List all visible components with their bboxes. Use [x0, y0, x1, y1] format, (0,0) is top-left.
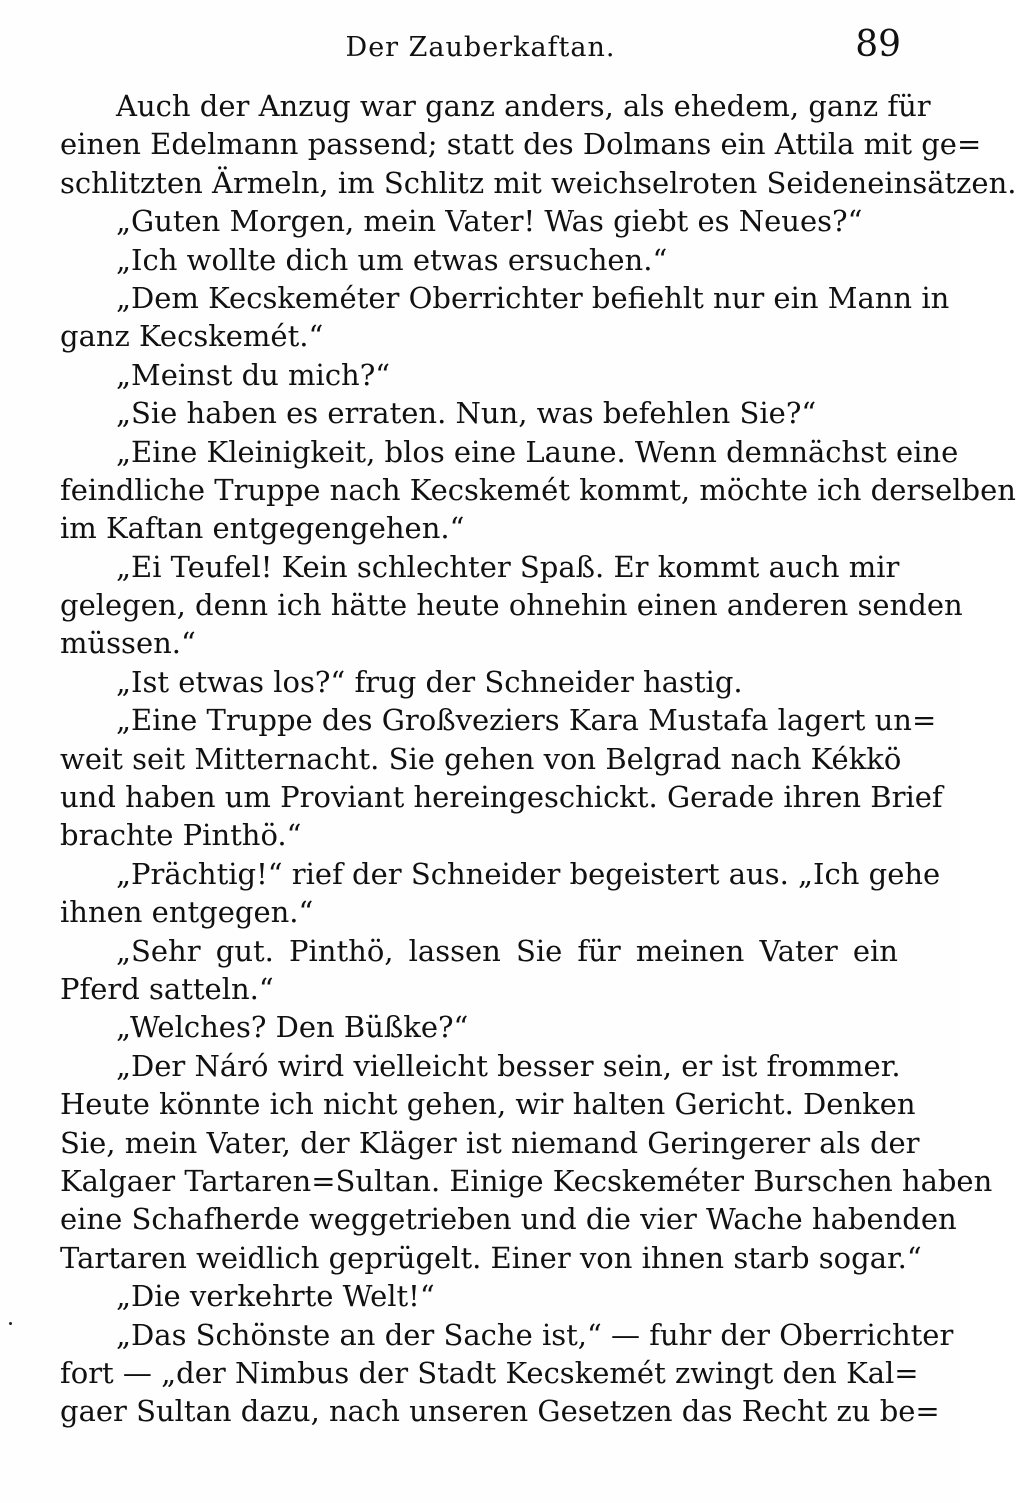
- text-line: Heute könnte ich nicht gehen, wir halten Gericht. Denken: [60, 1087, 916, 1122]
- text-line: und haben um Proviant hereingeschickt. Gerade ihren Brief: [60, 780, 943, 815]
- page-header: [60, 24, 901, 74]
- text-line: „Eine Truppe des Großveziers Kara Mustafa lagert un=: [116, 703, 937, 738]
- text-line: feindliche Truppe nach Kecskemét kommt, möchte ich derselben: [60, 472, 1016, 507]
- text-line: „Sehr gut. Pinthö, lassen Sie für meinen Vater ein: [116, 933, 898, 968]
- text-line: „Ei Teufel! Kein schlechter Spaß. Er kommt auch mir: [116, 549, 900, 584]
- text-line: im Kaftan entgegengehen.“: [60, 511, 465, 546]
- text-line: Kalgaer Tartaren=Sultan. Einige Kecskeméter Burschen haben: [60, 1163, 993, 1198]
- text-line: „Ich wollte dich um etwas ersuchen.“: [116, 242, 668, 277]
- text-line: gaer Sultan dazu, nach unseren Gesetzen das Recht zu be=: [60, 1394, 940, 1429]
- text-line: „Meinst du mich?“: [116, 357, 391, 392]
- text-line: Sie, mein Vater, der Kläger ist niemand Geringerer als der: [60, 1125, 920, 1160]
- scan-speck: [9, 1322, 12, 1325]
- text-line: „Das Schönste an der Sache ist,“ — fuhr der Oberrichter: [116, 1317, 954, 1352]
- text-line: „Eine Kleinigkeit, blos eine Laune. Wenn demnächst eine: [116, 434, 959, 469]
- text-line: ihnen entgegen.“: [60, 895, 314, 930]
- text-line: „Der Náró wird vielleicht besser sein, er ist frommer.: [116, 1048, 901, 1083]
- text-line: eine Schafherde weggetrieben und die vier Wache habenden: [60, 1202, 957, 1237]
- text-line: ganz Kecskemét.“: [60, 319, 324, 354]
- text-line: „Guten Morgen, mein Vater! Was giebt es Neues?“: [116, 204, 863, 239]
- page-number: 89: [855, 24, 901, 65]
- body-text: [60, 87, 1017, 1431]
- text-line: fort — „der Nimbus der Stadt Kecskemét zwingt den Kal=: [60, 1355, 919, 1390]
- text-line: schlitzten Ärmeln, im Schlitz mit weichselroten Seideneinsätzen.: [60, 165, 1017, 200]
- text-line: weit seit Mitternacht. Sie gehen von Belgrad nach Kékkö: [60, 741, 902, 776]
- text-line: „Die verkehrte Welt!“: [116, 1279, 435, 1314]
- text-line: einen Edelmann passend; statt des Dolmans ein Attila mit ge=: [60, 127, 982, 162]
- running-title: Der Zauberkaftan.: [345, 32, 616, 63]
- text-line: müssen.“: [60, 626, 196, 661]
- text-line: „Sie haben es erraten. Nun, was befehlen Sie?“: [116, 396, 817, 431]
- text-line: Tartaren weidlich geprügelt. Einer von ihnen starb sogar.“: [60, 1240, 922, 1275]
- text-line: Auch der Anzug war ganz anders, als ehedem, ganz für: [116, 89, 931, 123]
- text-line: gelegen, denn ich hätte heute ohnehin einen anderen senden: [60, 588, 963, 623]
- text-line: brachte Pinthö.“: [60, 818, 302, 853]
- text-line: „Prächtig!“ rief der Schneider begeistert aus. „Ich gehe: [116, 856, 941, 891]
- text-line: Pferd satteln.“: [60, 971, 274, 1006]
- text-line: „Ist etwas los?“ frug der Schneider hastig.: [116, 664, 743, 699]
- text-line: „Dem Kecskeméter Oberrichter befiehlt nur ein Mann in: [116, 280, 950, 315]
- text-line: „Welches? Den Büßke?“: [116, 1010, 469, 1045]
